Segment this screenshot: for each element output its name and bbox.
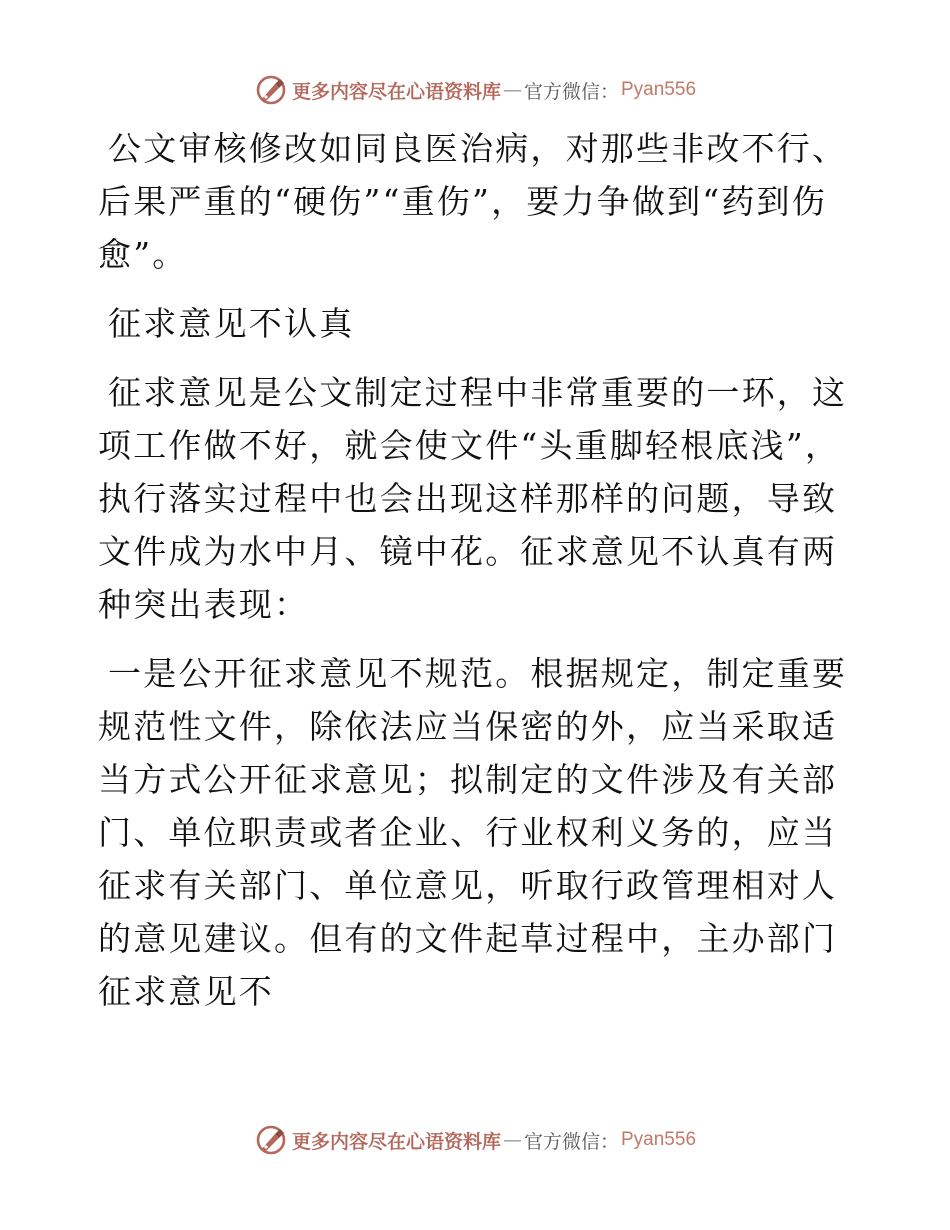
- banner-separator: —: [502, 79, 522, 101]
- header-banner: [0, 70, 950, 110]
- banner-separator: —: [502, 1129, 522, 1151]
- paragraph-consultation: 征求意见是公文制定过程中非常重要的一环，这项工作做不好，就会使文件“头重脚轻根底浅”，执行落实过程中也会出现这样那样的问题，导致文件成为水中月、镜中花。征求意见不认真有两种突出表现：: [98, 373, 848, 624]
- banner-wechat-label: 官方微信：: [523, 80, 619, 103]
- banner-main-text: 更多内容尽在心语资料库: [291, 80, 501, 103]
- banner-wechat-id: Pyan556: [621, 79, 697, 100]
- banner-main-text: 更多内容尽在心语资料库: [291, 1130, 501, 1153]
- footer-banner: [0, 1120, 950, 1160]
- pen-logo-icon: [254, 1123, 288, 1157]
- paragraph-point-one: 一是公开征求意见不规范。根据规定，制定重要规范性文件，除依法应当保密的外，应当采取适当方式公开征求意见；拟制定的文件涉及有关部门、单位职责或者企业、行业权利义务的，应当征求有关部门、单位意见，听取行政管理相对人的意见建议。但有的文件起草过程中，主办部门征求意见不: [98, 654, 848, 1011]
- banner-wechat-id: Pyan556: [621, 1129, 697, 1150]
- document-body: [98, 122, 854, 1034]
- paragraph-intro: 公文审核修改如同良医治病，对那些非改不行、后果严重的“硬伤”“重伤”，要力争做到“药到伤愈”。: [98, 129, 848, 274]
- banner-wechat-label: 官方微信：: [523, 1130, 619, 1153]
- section-heading: 征求意见不认真: [108, 304, 355, 343]
- pen-logo-icon: [254, 73, 288, 107]
